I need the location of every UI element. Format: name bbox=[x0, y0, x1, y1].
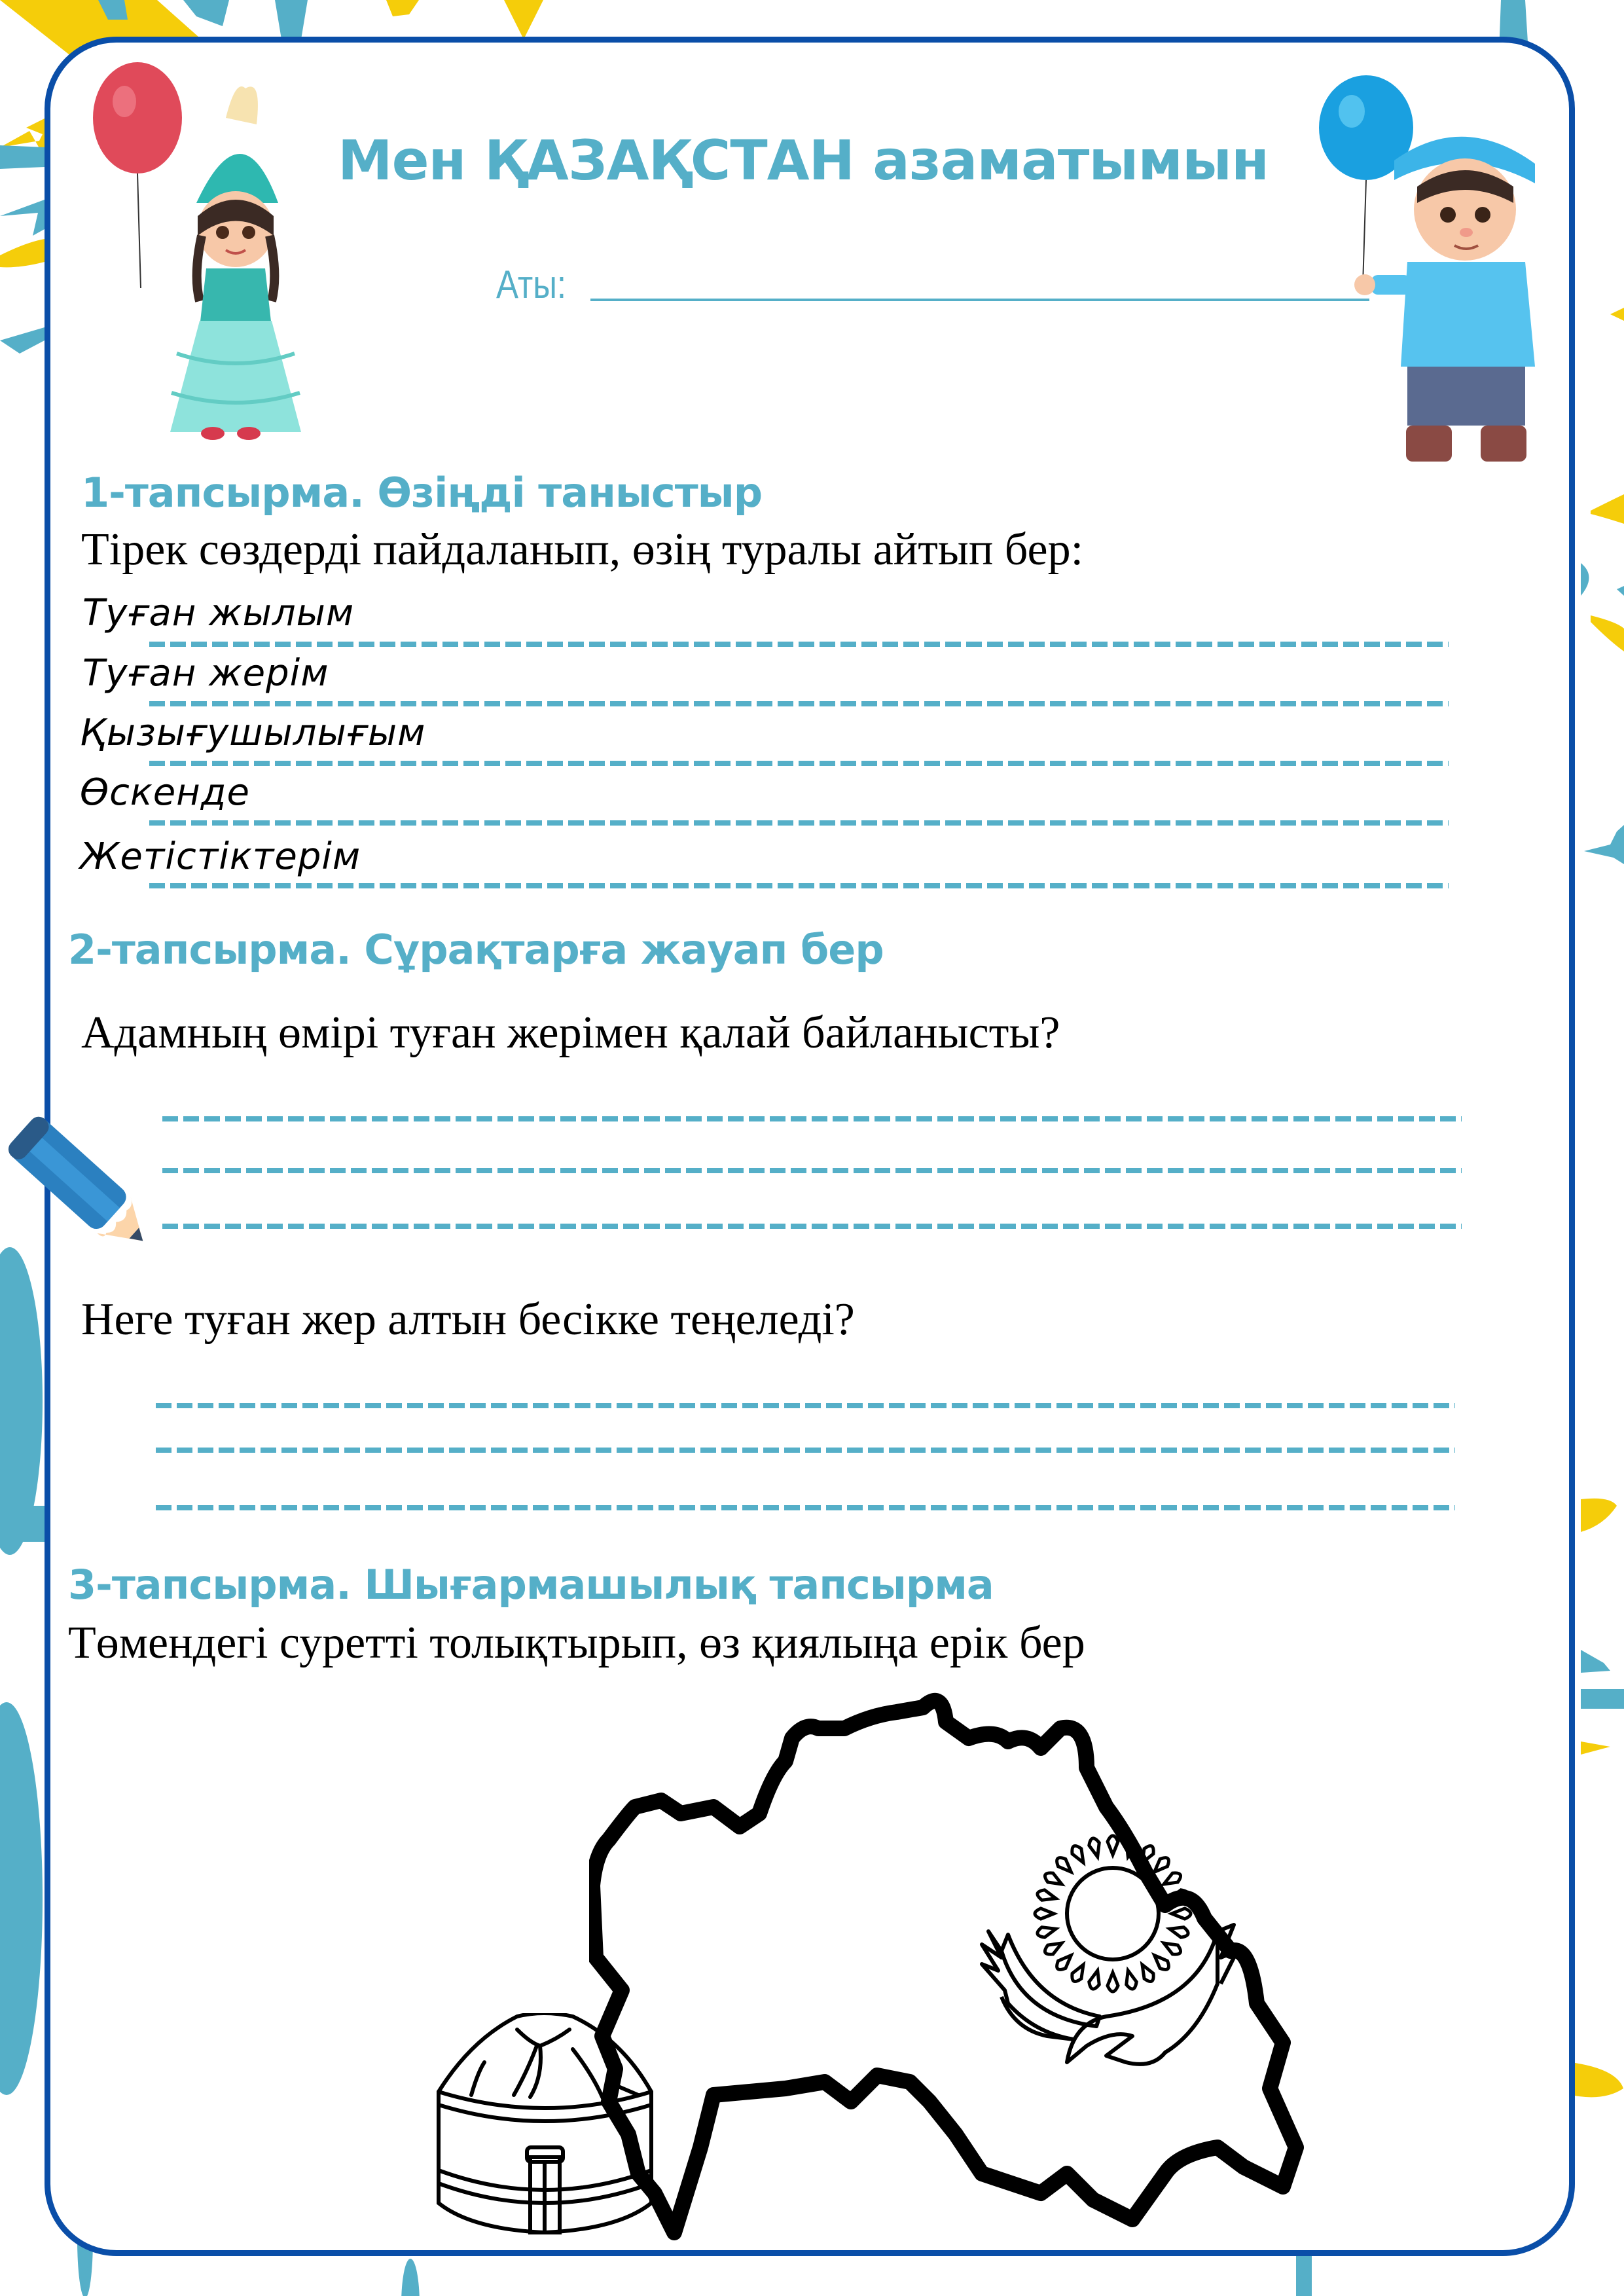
prompt-when-grow-up: Өскенде bbox=[80, 771, 250, 814]
prompt-birth-year: Туған жылым bbox=[82, 592, 355, 634]
answer-line-q2-1[interactable] bbox=[156, 1403, 1455, 1408]
answer-line-q1-2[interactable] bbox=[162, 1168, 1462, 1173]
prompt-interests: Қызығушылығым bbox=[80, 712, 426, 754]
answer-line-q1-3[interactable] bbox=[162, 1224, 1462, 1229]
answer-line-q2-2[interactable] bbox=[156, 1448, 1455, 1453]
answer-line-when-grow-up[interactable] bbox=[149, 820, 1449, 826]
boy-illustration bbox=[1309, 46, 1558, 478]
question-1: Адамның өмірі туған жерімен қалай байланысты? bbox=[81, 1008, 1060, 1058]
task1-heading: 1-тапсырма. Өзіңді таныстыр bbox=[81, 469, 763, 517]
answer-line-achievements[interactable] bbox=[149, 883, 1449, 888]
question-2: Неге туған жер алтын бесікке теңеледі? bbox=[81, 1294, 855, 1345]
girl-illustration bbox=[85, 52, 308, 445]
answer-line-birth-year[interactable] bbox=[149, 642, 1449, 647]
answer-line-interests[interactable] bbox=[149, 761, 1449, 766]
task3-heading: 3-тапсырма. Шығармашылық тапсырма bbox=[68, 1561, 994, 1609]
name-input-line[interactable] bbox=[590, 299, 1369, 301]
task1-instruction: Тірек сөздерді пайдаланып, өзің туралы айтып бер: bbox=[81, 524, 1084, 575]
task3-instruction: Төмендегі суретті толықтырып, өз қиялыңа ерік бер bbox=[68, 1618, 1085, 1668]
name-label: Аты: bbox=[496, 263, 567, 306]
prompt-homeland: Туған жерім bbox=[82, 652, 329, 695]
answer-line-q2-3[interactable] bbox=[156, 1505, 1455, 1510]
answer-line-homeland[interactable] bbox=[149, 701, 1449, 706]
prompt-achievements: Жетістіктерім bbox=[80, 835, 361, 878]
page-title: Мен ҚАЗАҚСТАН азаматымын bbox=[338, 128, 1269, 192]
kazakhstan-map-drawing[interactable] bbox=[589, 1676, 1545, 2252]
pencil-icon bbox=[7, 1087, 164, 1244]
answer-line-q1-1[interactable] bbox=[162, 1116, 1462, 1121]
task2-heading: 2-тапсырма. Сұрақтарға жауап бер bbox=[68, 926, 884, 974]
yurt-drawing bbox=[432, 2013, 658, 2236]
